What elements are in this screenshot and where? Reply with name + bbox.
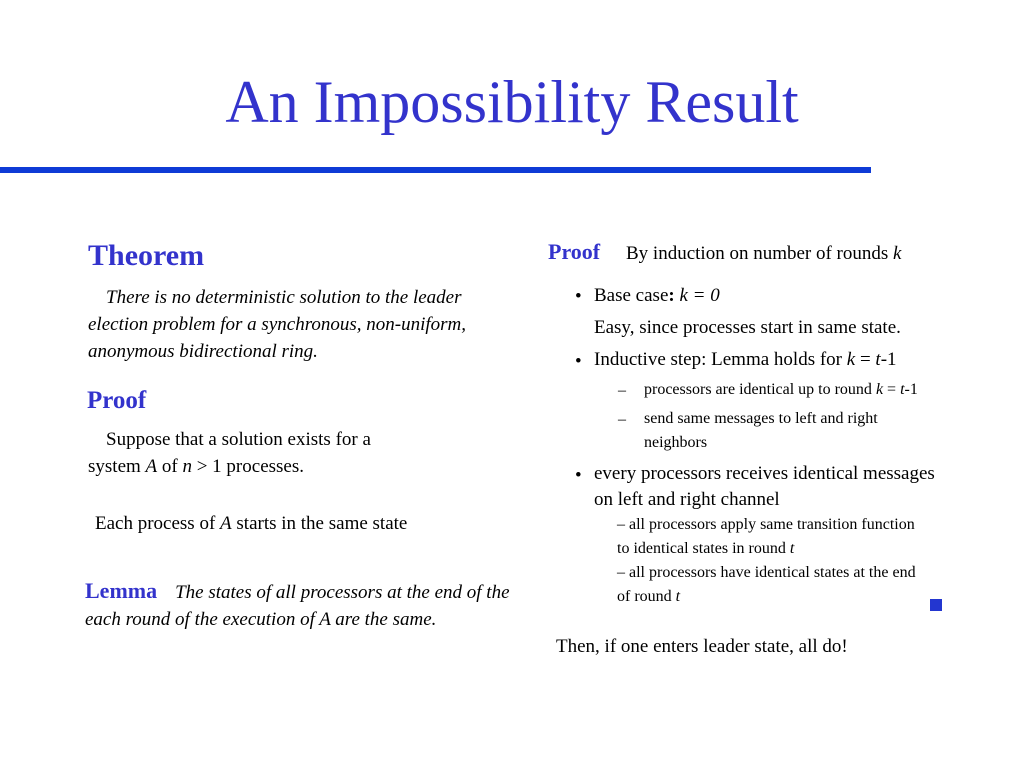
sub4-var-t: t — [675, 588, 681, 605]
qed-square-icon — [930, 599, 942, 611]
proof-line-1 — [88, 426, 488, 453]
bullet3-line1: every processors receives identical messages — [594, 463, 935, 484]
induction-intro — [626, 242, 901, 266]
sub1-text: processors are identical up to round — [644, 381, 876, 398]
base-case-expr: k = 0 — [679, 285, 720, 306]
inductive-var-k: k — [846, 349, 856, 370]
each-pre: Each process of — [95, 513, 221, 534]
proof-heading-left: Proof — [87, 387, 147, 414]
each-var-A: A — [220, 513, 232, 534]
inductive-step — [594, 347, 1014, 373]
sub-item-states — [617, 561, 1007, 609]
sub4-line2 — [617, 585, 1007, 609]
lemma-block — [85, 577, 525, 633]
bullet3-line2: on left and right channel — [594, 489, 780, 510]
proof-line-2-of: of — [157, 456, 183, 477]
theorem-statement: There is no deterministic solution to the leader election problem for a synchronous, non-uniform, anonymous bidirectional ring. — [88, 287, 467, 362]
each-process-text — [95, 510, 515, 537]
theorem-heading: Theorem — [88, 239, 205, 272]
var-A: A — [145, 456, 158, 477]
sub4-line1: – all processors have identical states at the end — [617, 564, 916, 581]
sub-item-messages — [644, 407, 1004, 455]
bullet-every-processor: • — [575, 465, 582, 486]
proof-line-2-post: > 1 processes. — [191, 456, 304, 477]
proof-line-2 — [88, 453, 488, 480]
dash-sub1: – — [618, 382, 626, 399]
sub3-var-t: t — [789, 540, 795, 557]
every-processor — [594, 461, 1014, 513]
proof-heading-right: Proof — [548, 239, 601, 264]
sub3-line2-pre: to identical states in round — [617, 540, 790, 557]
sub3-line1: – all processors apply same transition function — [617, 516, 915, 533]
base-case — [594, 283, 1014, 309]
bullet-inductive-step: • — [575, 351, 582, 372]
dash-sub2: – — [618, 411, 626, 428]
induction-var-k: k — [893, 243, 902, 264]
sub3-line2 — [617, 537, 1007, 561]
page-title: An Impossibility Result — [225, 69, 799, 135]
sub1-var-k: k — [875, 381, 884, 398]
base-case-colon: : — [668, 285, 675, 306]
inductive-minus1: -1 — [880, 349, 897, 370]
sub1-minus1: -1 — [904, 381, 918, 398]
base-case-label: Base case — [594, 285, 669, 306]
inductive-eq: = — [855, 349, 876, 370]
inductive-var-t: t — [875, 349, 881, 370]
bullet-base-case: • — [575, 286, 582, 307]
sub-item-identical — [644, 378, 1004, 402]
theorem-text — [88, 284, 508, 365]
inductive-step-text: Inductive step: Lemma holds for — [594, 349, 847, 370]
proof-line-1-text: Suppose that a solution exists for a — [106, 429, 371, 450]
conclusion-text: Then, if one enters leader state, all do! — [556, 636, 848, 657]
lemma-heading: Lemma — [85, 578, 158, 603]
sub1-var-t: t — [900, 381, 905, 398]
proof-text-left — [88, 426, 488, 480]
sub4-line2-pre: of round — [617, 588, 676, 605]
var-n: n — [182, 456, 192, 477]
title-divider — [0, 167, 871, 173]
sub-item-transition — [617, 513, 1007, 561]
induction-intro-text: By induction on number of rounds — [626, 243, 894, 264]
proof-line-2-pre: system — [88, 456, 146, 477]
lemma-statement: The states of all processors at the end of the each round of the execution of A are the same. — [85, 582, 510, 630]
sub2-line2: neighbors — [644, 434, 708, 451]
sub2-line1: send same messages to left and right — [644, 410, 878, 427]
each-post: starts in the same state — [231, 513, 408, 534]
sub1-eq: = — [883, 381, 901, 398]
base-case-detail: Easy, since processes start in same state. — [594, 317, 901, 338]
